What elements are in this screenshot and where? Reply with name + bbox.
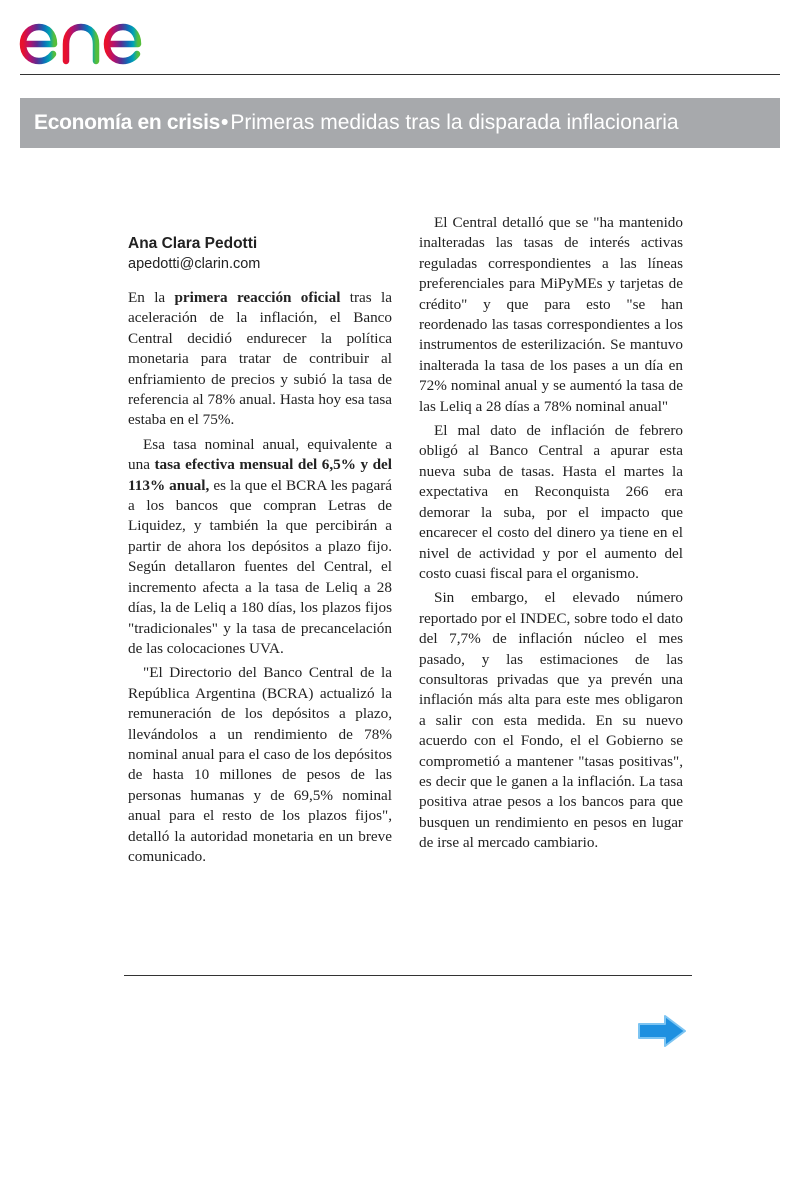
article-column-left [128,234,392,867]
paragraph: El mal dato de inflación de febrero obligó al Banco Central a apurar esta nueva suba de tasas. Hasta el martes la expectativa en Reconquista 266 era demorar la suba, por el impacto que encarecer el costo del dinero ya tiene en el nivel de actividad y por el aumento del costo cuasi fiscal para el organismo. [419,422,683,582]
article-column-right [419,213,683,854]
bold-phrase: primera reacción oficial [174,289,341,306]
section-label: Economía en crisis [34,111,221,134]
author-name: Ana Clara Pedotti [128,235,258,252]
paragraph: "El Directorio del Banco Central de la República Argentina (BCRA) actualizó la remuneración de los depósitos a plazo, llevándolos a un rendimiento de 78% nominal anual para el caso de los depósitos de hasta 10 millones de pesos de las personas humanas y de 69,5% nominal anual para el resto de los plazos fijos", detalló la autoridad monetaria en un breve comunicado. [128,664,392,865]
paragraph: Esa tasa nominal anual, equivalente a una tasa efectiva mensual del 6,5% y del 113% anual, es la que el BCRA les pagará a los bancos que compran Letras de Liquidez, y también la que percibirán a partir de ahora los depósitos a plazo fijo. Según detallaron fuentes del Central, el incremento afecta a la tasa de Leliq a 28 días, la de Leliq a 180 días, los plazos fijos "tradicionales" y la tasa de precancelación de las colocaciones UVA. [128,435,392,657]
paragraph: Sin embargo, el elevado número reportado por el INDEC, sobre todo el dato del 7,7% de inflación núcleo el mes pasado, y las estimaciones de las consultoras privadas que ya prevén una inflación más alta para este mes obligaron a salir con esta medida. En su nuevo acuerdo con el Fondo, el el Gobierno se comprometió a mantener "tasas positivas", es decir que le ganen a la inflación. La tasa positiva atrae pesos a los bancos para que busquen un rendimiento en pesos en lugar de irse al mercado cambiario. [419,589,683,852]
bold-phrase: tasa efectiva mensual del 6,5% y del 113% anual, [128,456,392,494]
enel-logo [16,6,180,66]
right-arrow-icon[interactable] [636,1013,688,1049]
banner-headline: Primeras medidas tras la disparada inflacionaria [230,111,679,134]
paragraph: En la primera reacción oficial tras la aceleración de la inflación, el Banco Central decidió endurecer la política monetaria para tratar de contribuir al enfriamiento de precios y subió la tasa de referencia al 78% anual. Hasta hoy esa tasa estaba en el 75%. [128,289,392,429]
section-separator: • [221,111,229,134]
author-email: apedotti@clarin.com [128,256,261,272]
article-bottom-divider [124,975,692,976]
section-banner [20,98,780,148]
paragraph: El Central detalló que se "ha mantenido inalteradas las tasas de interés activas reguladas correspondientes a las líneas preferenciales para MiPyMEs y tarjetas de crédito" y que para esto "se han reordenado las tasas correspondientes a los instrumentos de esterilización. Se mantuvo inalterada la tasa de los pases a un día en 72% nominal anual y se aumentó la tasa de las Leliq a 28 días a 78% nominal anual" [419,214,683,415]
header-divider [20,74,780,75]
